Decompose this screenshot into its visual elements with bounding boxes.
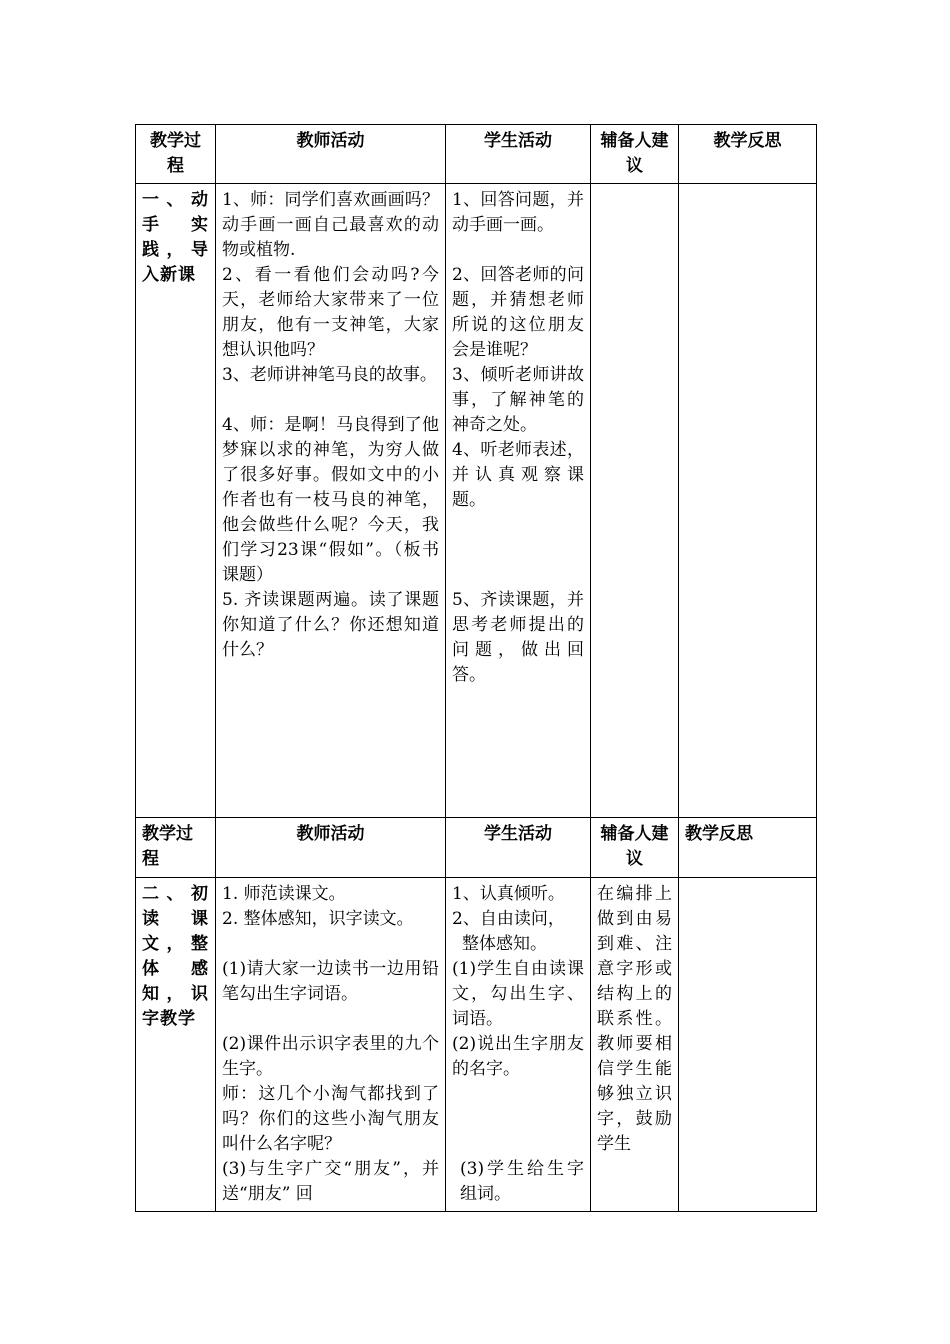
- teacher-step: (2)课件出示识字表里的九个生字。: [222, 1034, 439, 1079]
- student-step: 整体感知。: [462, 934, 547, 954]
- header-student-activity: 学生活动: [446, 125, 591, 184]
- student-step: 5、齐读课题，并思考老师提出的问题，做出回答。: [452, 590, 584, 685]
- teaching-reflection-cell: [679, 878, 817, 1212]
- stage-label: 二、初读课文，整体感知，识字教学: [136, 878, 216, 1212]
- header-advisor-suggestion: 辅备人建议: [591, 818, 679, 878]
- header-teaching-process: 教学过程: [136, 125, 216, 184]
- header-teaching-reflection: 教学反思: [679, 125, 817, 184]
- student-activity-cell: [446, 878, 591, 1212]
- teacher-step: 5. 齐读课题两遍。读了课题你知道了什么？你还想知道什么？: [222, 590, 439, 660]
- teacher-step: 4、师：是啊！马良得到了他梦寐以求的神笔，为穷人做了很多好事。假如文中的小作者也有一枝马良的神笔，他会做些什么呢？今天，我们学习23课“假如”。（板书课题）: [222, 415, 439, 585]
- teacher-step: 1、师：同学们喜欢画画吗？动手画一画自己最喜欢的动物或植物.: [222, 190, 439, 260]
- teacher-step: 师：这几个小淘气都找到了吗？你们的这些小淘气朋友叫什么名字呢？: [222, 1084, 439, 1154]
- teacher-step: (1)请大家一边读书一边用铅笔勾出生字词语。: [222, 959, 439, 1004]
- table1-body-row: [136, 184, 817, 818]
- header-teaching-process: 教学过程: [136, 818, 216, 878]
- advisor-suggestion-cell: 在编排上做到由易到难、注意字形或结构上的联系性。教师要相信学生能够独立识字，鼓励学生: [591, 878, 679, 1212]
- header-advisor-suggestion: 辅备人建议: [591, 125, 679, 184]
- table2-header-row: [136, 818, 817, 878]
- teacher-step: 2. 整体感知，识字读文。: [222, 909, 414, 929]
- teacher-step: 2、看一看他们会动吗?今天，老师给大家带来了一位朋友，他有一支神笔，大家想认识他吗？: [222, 265, 439, 360]
- teacher-activity-cell: [216, 878, 446, 1212]
- student-step: 1、认真倾听。: [452, 884, 565, 904]
- stage-label: 一、动手实践，导入新课: [136, 184, 216, 818]
- student-step: 2、回答老师的问题，并猜想老师所说的这位朋友会是谁呢？: [452, 265, 584, 360]
- student-step: (1)学生自由读课文，勾出生字、词语。: [452, 959, 584, 1029]
- teacher-activity-cell: [216, 184, 446, 818]
- header-teacher-activity: 教师活动: [216, 125, 446, 184]
- advisor-suggestion-cell: [591, 184, 679, 818]
- teacher-step: (3)与生字广交“朋友”，并送“朋友” 回: [222, 1159, 439, 1204]
- student-activity-cell: [446, 184, 591, 818]
- header-teacher-activity: 教师活动: [216, 818, 446, 878]
- header-student-activity: 学生活动: [446, 818, 591, 878]
- student-step: (3)学生给生字组词。: [460, 1159, 584, 1204]
- student-step: 3、倾听老师讲故事，了解神笔的神奇之处。: [452, 365, 584, 435]
- teaching-reflection-cell: [679, 184, 817, 818]
- header-teaching-reflection: 教学反思: [679, 818, 817, 878]
- student-step: (2)说出生字朋友的名字。: [452, 1034, 584, 1079]
- student-step: 4、听老师表述，并认真观察课题。: [452, 440, 584, 510]
- student-step: 1、回答问题，并动手画一画。: [452, 190, 584, 235]
- table1-header-row: [136, 125, 817, 184]
- table2-body-row: [136, 878, 817, 1212]
- teacher-step: 3、老师讲神笔马良的故事。: [222, 365, 437, 385]
- student-step: 2、自由读问，: [452, 909, 565, 929]
- teacher-step: 1. 师范读课文。: [222, 884, 346, 904]
- lesson-plan-table: [135, 124, 817, 1212]
